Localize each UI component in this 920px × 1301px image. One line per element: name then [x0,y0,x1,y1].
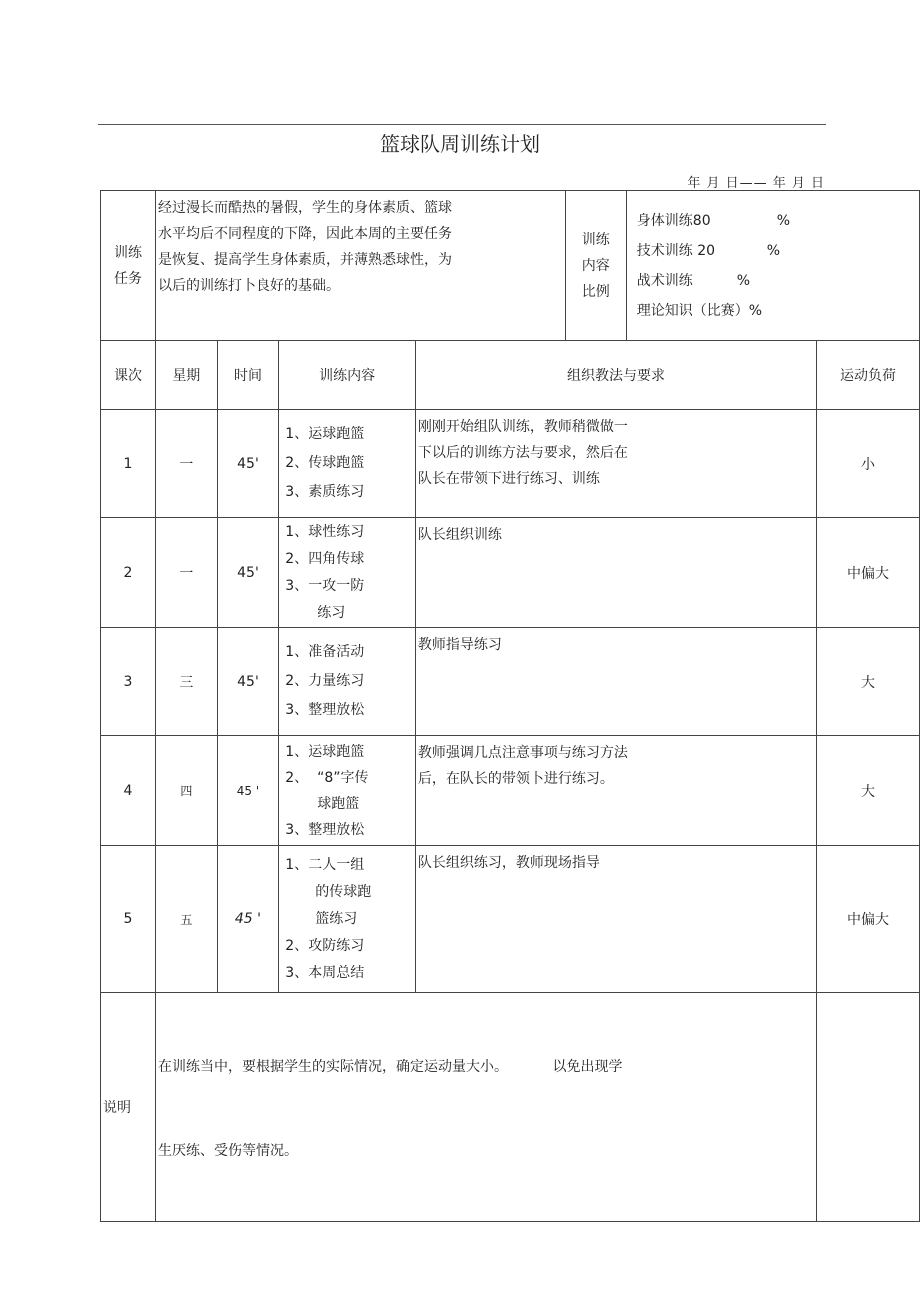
ratio-item-label: 理论知识（比赛）% [636,302,763,319]
task-line: 是恢复、提高学生身体素质，并薄熟悉球性，为 [158,252,453,268]
ratio-label-line: 训练 [581,231,610,248]
content-item: 2、攻防练习 [285,937,365,954]
task-text-cell [156,191,566,341]
method-line: 下以后的训练方法与要求，然后在 [417,445,628,461]
table-row [101,628,920,736]
table-row [101,846,920,993]
content-cell [279,628,416,736]
note-row [101,993,920,1222]
weekday-cell: 一 [156,518,218,628]
method-line: 队长在带领下进行练习、训练 [417,471,600,487]
content-item: 1、球性练习 [285,523,365,540]
session-cell: 3 [101,628,156,736]
task-label-line: 任务 [114,270,142,287]
session-cell: 5 [101,846,156,993]
header-session: 课次 [101,341,156,410]
header-rule [98,124,826,125]
method-line: 教师强调几点注意事项与练习方法 [417,745,628,761]
load-cell: 中偏大 [817,518,920,628]
content-item: 1、二人一组 [285,856,365,873]
load-cell: 大 [817,736,920,846]
header-time: 时间 [217,341,279,410]
content-item: 2、传球跑篮 [285,455,365,471]
content-item: 练习 [317,604,346,621]
method-cell [415,410,816,518]
ratio-item-label: 战术训练 [636,272,693,289]
task-line: 经过漫长而酷热的暑假，学生的身体素质、篮球 [158,200,453,216]
method-line: 教师指导练习 [417,637,502,653]
method-cell [415,736,816,846]
method-cell [415,518,816,628]
ratio-item-label: 技术训练 20 [636,242,716,259]
ratio-label-cell [565,191,626,341]
time-cell: 45' [217,410,279,518]
load-cell: 小 [817,410,920,518]
ratio-label-line: 比例 [581,283,610,300]
task-row [101,191,920,341]
content-item: 2、力量练习 [285,673,365,689]
time-cell: 45 ' [217,736,279,846]
header-weekday: 星期 [156,341,218,410]
ratio-item-label: 身体训练80 [636,212,711,229]
header-content: 训练内容 [279,341,416,410]
ratio-label-line: 内容 [581,257,610,274]
ratio-item [637,296,919,326]
ratio-item [637,236,919,266]
note-label: 说明 [101,993,156,1222]
ratio-values-cell [626,191,919,341]
content-item: 球跑篮 [317,795,360,812]
note-text-cell [156,993,817,1222]
weekday-cell: 一 [156,410,218,518]
content-item: 1、运球跑篮 [285,426,365,442]
page-title: 篮球队周训练计划 [380,132,540,156]
content-item: 2、四角传球 [285,550,365,567]
ratio-item-pct: % [736,272,751,289]
header-method: 组织教法与要求 [415,341,816,410]
note-empty-cell [817,993,920,1222]
weekday-cell: 四 [156,736,218,846]
task-label-line: 训练 [114,244,142,261]
content-item: 篮练习 [315,910,358,927]
ratio-item [637,266,919,296]
time-cell: 45' [217,628,279,736]
note-line: 生厌练、受伤等情况。 [158,1143,299,1159]
content-item: 3、整理放松 [285,702,365,718]
time-cell: 45' [217,518,279,628]
content-cell [279,410,416,518]
load-cell: 大 [817,628,920,736]
table-row [101,736,920,846]
time-cell: 45 ' [217,846,279,993]
table-row [101,518,920,628]
note-line: 在训练当中，要根据学生的实际情况，确定运动量大小。 以免出现学 [158,1059,623,1075]
content-item: 3、一攻一防 [285,577,365,594]
ratio-item-pct: % [776,212,791,229]
ratio-item-pct: % [766,242,781,259]
table-row [101,410,920,518]
method-line: 刚刚开始组队训练，教师稍微做一 [417,419,628,435]
header-load: 运动负荷 [817,341,920,410]
content-cell [279,518,416,628]
method-cell [415,846,816,993]
content-item: 3、素质练习 [285,484,365,500]
content-item: 3、本周总结 [285,964,365,981]
task-line: 以后的训练打卜良好的基础。 [158,278,341,294]
method-line: 后，在队长的带领卜进行练习。 [417,771,614,787]
content-cell [279,736,416,846]
method-line: 队长组织训练 [417,527,502,543]
content-item: 1、准备活动 [285,644,365,660]
content-item: 的传球跑 [315,883,372,900]
content-cell [279,846,416,993]
session-cell: 2 [101,518,156,628]
content-item: 1、运球跑篮 [285,743,365,760]
training-plan-table [100,190,920,1222]
content-item: 2、 “8”字传 [285,769,369,786]
load-cell: 中偏大 [817,846,920,993]
table-header-row [101,341,920,410]
ratio-item [637,206,919,236]
method-line: 队长组织练习，教师现场指导 [417,855,600,871]
method-cell [415,628,816,736]
task-line: 水平均后不同程度的下降，因此本周的主要任务 [158,226,453,242]
date-range: 年 月 日—— 年 月 日 [687,176,825,191]
session-cell: 1 [101,410,156,518]
session-cell: 4 [101,736,156,846]
task-label-cell [101,191,156,341]
weekday-cell: 三 [156,628,218,736]
content-item: 3、整理放松 [285,821,365,838]
weekday-cell: 五 [156,846,218,993]
